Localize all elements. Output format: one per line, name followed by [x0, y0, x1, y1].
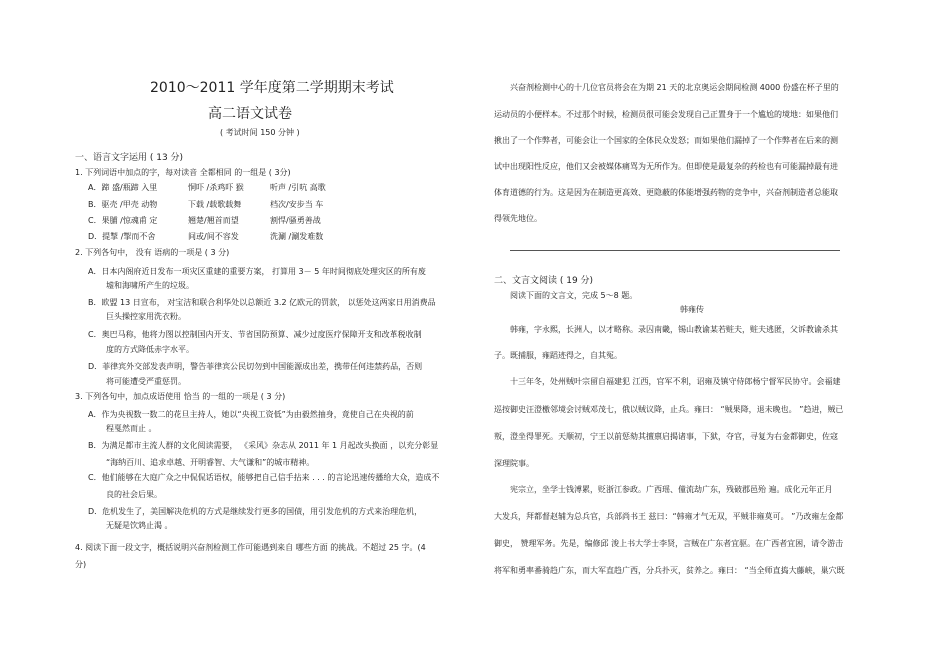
- q1-option-c-1: C．果脯 /惊魂甫 定: [88, 216, 158, 225]
- q2-option-b-line-2: 巨头操控家用洗衣粉。: [106, 312, 186, 321]
- q2-option-c-line-2: 度的方式降低赤字水平。: [106, 345, 194, 354]
- classical-line-3: 十三年冬，处州贼叶宗留自福建犯 江西，官军不利，诏雍及镇守侍郎杨宁督军民协守。会福建: [510, 377, 841, 386]
- q1-option-d-1: D．提掣 /掣而不舍: [88, 232, 156, 241]
- classical-line-9: 御史， 赞理军务。先是，编修邱 浚上书大学士李贤，言贼在广东者宜驱。在广西者宜困，请令游击: [494, 539, 844, 548]
- section-1-heading: 一、语言文字运用 ( 13 分): [75, 153, 184, 163]
- q3-option-a-line-1: A．作为央视数一数二的花旦主持人，她以“央视工资低”为由毅然抽身，竟使自己在央视的前: [88, 410, 414, 419]
- q2-option-c-line-1: C．奥巴马称，他将力图以控制国内开支、节省国防预算、减少过度医疗保障开支和改革税收制: [88, 330, 422, 339]
- classical-line-6: 深理院事。: [494, 459, 534, 468]
- passage-line-6: 得领先地位。: [494, 214, 542, 223]
- q1-option-c-2: 翘楚/翘首而望: [188, 216, 239, 225]
- classical-line-10: 将军和勇率番骑趋广东，而大军直趋广西，分兵扑灭，贫养之。雍曰： “当全师直捣大藤峡，巢穴既: [494, 566, 845, 575]
- section-2-instruction: 阅读下面的文言文，完成 5～8 题。: [510, 291, 638, 300]
- classical-line-7: 宪宗立，坐学士钱溥累，贬浙江参政。广西瑶、僮流劫广东，残破郡邑殆 遍。成化元年正月: [510, 485, 833, 494]
- exam-title: 2010～2011 学年度第二学期期末考试: [150, 80, 394, 96]
- q2-option-a-line-1: A．日本内阁府近日发布一项灾区重建的重要方案， 打算用 3－ 5 年时间彻底处理灾区的所有废: [88, 267, 426, 276]
- q1-option-a-2: 恫吓 /杀鸡吓 猴: [188, 183, 244, 192]
- classical-line-4: 巡按御史汪澄檄邻境会讨贼邓茂七，俄以贼议降，止兵。雍曰： “贼果降，退未晚也。 ”趋进，贼已: [494, 405, 844, 414]
- q2-option-a-line-2: 墟和海啸所产生的垃圾。: [106, 281, 194, 290]
- passage-line-2: 运动员的小便样本。不过那个时候，检测员很可能会发现自己正置身于一个尴尬的境地：如果他们: [494, 110, 838, 119]
- q2-option-b-line-1: B．欧盟 13 日宣布， 对宝洁和联合利华处以总额近 3.2 亿欧元的罚款， 以惩处这两家日用消费品: [88, 298, 436, 307]
- section-divider: [510, 250, 840, 251]
- q1-option-b-3: 档次/安步当 车: [270, 200, 324, 209]
- exam-subtitle: 高二语文试卷: [208, 106, 292, 122]
- q1-option-d-3: 洗涮 /涮发难数: [270, 232, 324, 241]
- classical-line-2: 子。既捕服，雍蹈迹得之，自其冤。: [494, 351, 622, 360]
- q3-option-d-line-2: 无疑是饮鸩止渴 。: [106, 521, 173, 530]
- q1-option-a-1: A．蹄 盛/瓶蹄 入里: [88, 183, 158, 192]
- q3-option-b-line-1: B．为满足都市主流人群的文化阅读需要， 《采风》杂志从 2011 年 1 月起改头换面 ，以充分彰显: [88, 441, 439, 450]
- q1-option-b-2: 下载 /载歌载舞: [188, 200, 242, 209]
- question-1: 1. 下列词语中加点的字，每对读音 全都相同 的一组是 ( 3分): [75, 168, 291, 177]
- passage-line-4: 试中出现阳性反应，他们又会被媒体痛骂为无所作为。但即使是最复杂的药检也有可能漏掉最有进: [494, 162, 838, 171]
- question-4-line-1: 4. 阅读下面一段文字，概括说明兴奋剂检测工作可能遇到来自 哪些方面 的挑战。不超过 25 字。(4: [75, 543, 426, 552]
- q3-option-c-line-1: C．他们能够在大庭广众之中侃侃话语权，能够把自己信手拈来 . . . 的言论迅速传播给大众，造成不: [88, 473, 440, 482]
- classical-line-8: 大发兵，拜都督赵辅为总兵官，兵部尚书王 兹曰：“韩雍才气无双，平贼非雍莫可。 ”乃改雍左金都: [494, 512, 844, 521]
- classical-line-1: 韩雍，字永熙，长洲人，以才略称。录囚南畿，锡山教谕某若赃夫，赃夫逃匿，父诉教谕杀其: [510, 325, 838, 334]
- passage-line-3: 揪出了一个作弊者，可能会让一个国家的全体民众发怒；而如果他们漏掉了一个作弊者在后来的测: [494, 136, 838, 145]
- classical-line-5: 叛，澄坐得罪死。天顺初，宁王以前惩劾其擅禀启揭诸事，下狱，夺官，寻复为右金都御史，佐寇: [494, 432, 838, 441]
- q3-option-c-line-2: 良的社会后果。: [106, 490, 162, 499]
- q2-option-d-line-1: D．菲律宾外交部发表声明，警告菲律宾公民切勿到中国能源成出差，携带任何违禁药品，否则: [88, 362, 423, 371]
- passage-line-5: 体育道德的行为。这是因为在制造更高效、更隐蔽的体能增强药物的竞争中，兴奋剂制造者总能取: [494, 188, 838, 197]
- section-2-heading: 二、文言文阅读 ( 19 分): [494, 276, 594, 286]
- q1-option-b-1: B．驱壳 /甲壳 动物: [88, 200, 158, 209]
- q3-option-d-line-1: D．危机发生了，美国解决危机的方式是继续发行更多的国债，用引发危机的方式来治理危机，: [88, 507, 423, 516]
- question-3: 3. 下列各句中，加点成语使用 恰当 的一组的一项是 ( 3 分): [75, 392, 286, 401]
- time-note: ( 考试时间 150 分钟 ): [220, 128, 300, 137]
- passage-line-1: 兴奋剂检测中心的十几位官员将会在为期 21 天的北京奥运会期间检测 4000 份盛在杯子里的: [510, 83, 839, 92]
- passage-title: 韩雍传: [680, 305, 704, 314]
- q1-option-c-3: 割悍/骚勇善战: [270, 216, 321, 225]
- q1-option-a-3: 听声 /引吭 高歌: [270, 183, 326, 192]
- question-4-line-2: 分): [75, 560, 87, 569]
- q1-option-d-2: 间或/间不容发: [188, 232, 239, 241]
- q3-option-b-line-2: “海纳百川、追求卓越、开明睿智、大气谦和”的城市精神。: [106, 458, 315, 467]
- q2-option-d-line-2: 将可能遭受严重惩罚。: [106, 377, 186, 386]
- question-2: 2. 下列各句中， 没有 语病的一项是 ( 3 分): [75, 248, 230, 257]
- q3-option-a-line-2: 程戛然而止 。: [106, 424, 157, 433]
